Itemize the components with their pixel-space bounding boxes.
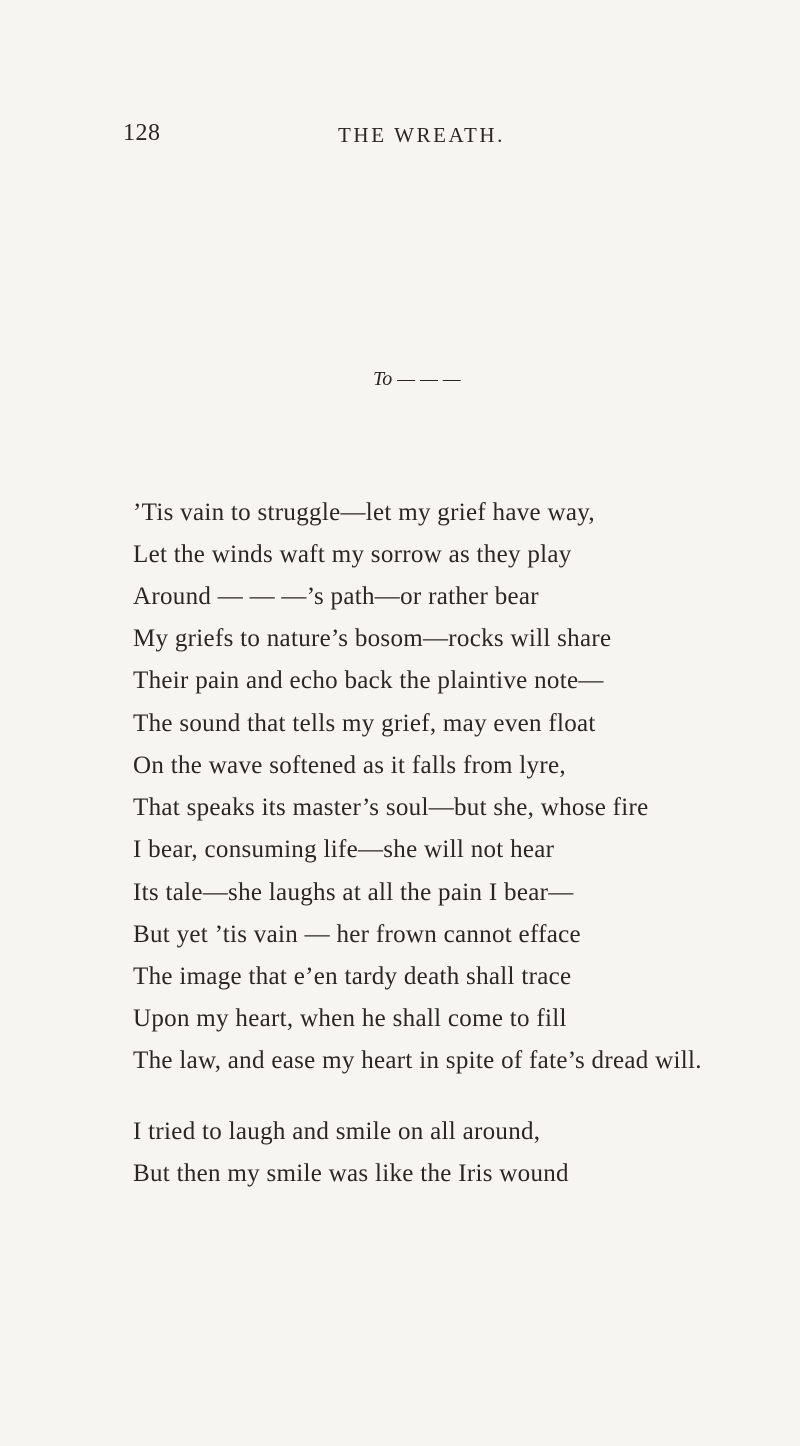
- running-title: THE WREATH.: [338, 123, 506, 147]
- page-number: 128: [123, 120, 161, 146]
- poem-line: I tried to laugh and smile on all around,: [133, 1118, 541, 1145]
- poem-line: The sound that tells my grief, may even float: [133, 710, 596, 737]
- poem-line: Its tale—she laughs at all the pain I bear—: [133, 879, 574, 906]
- poem-line: On the wave softened as it falls from lyre,: [133, 752, 566, 779]
- poem-line: ’Tis vain to struggle—let my grief have way,: [133, 499, 595, 526]
- poem-line: Around — — —’s path—or rather bear: [133, 583, 539, 610]
- poem-line: Let the winds waft my sorrow as they play: [133, 541, 572, 568]
- poem-line: But then my smile was like the Iris wound: [133, 1160, 569, 1187]
- poem-line: I bear, consuming life—she will not hear: [133, 836, 555, 863]
- poem-line: My griefs to nature’s bosom—rocks will share: [133, 625, 612, 652]
- poem-dedication: To — — —: [373, 368, 461, 390]
- poem-line: The law, and ease my heart in spite of fate’s dread will.: [133, 1047, 702, 1074]
- poem-line: The image that e’en tardy death shall trace: [133, 963, 572, 990]
- poem-line: Upon my heart, when he shall come to fill: [133, 1005, 567, 1032]
- poem-line: That speaks its master’s soul—but she, whose fire: [133, 794, 649, 821]
- poem-line: Their pain and echo back the plaintive note—: [133, 667, 604, 694]
- poem-line: But yet ’tis vain — her frown cannot efface: [133, 921, 581, 948]
